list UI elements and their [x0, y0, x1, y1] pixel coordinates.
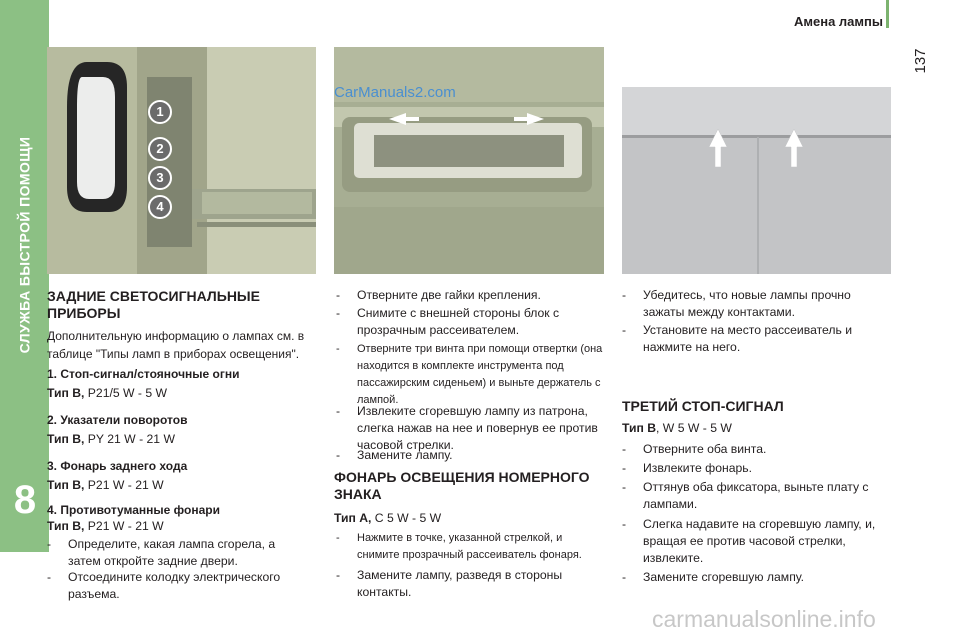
chapter-tab-label: СЛУЖБА БЫСТРОЙ ПОМОЩИ	[16, 136, 33, 354]
photo-third-brake-light	[622, 47, 891, 274]
page-number: 137	[912, 48, 929, 74]
section-title-third-brake-light: ТРЕТИЙ СТОП-СИГНАЛ	[622, 398, 784, 414]
chapter-tab	[0, 0, 49, 552]
running-header: Амена лампы	[794, 14, 883, 29]
callout-4: 4	[148, 195, 172, 219]
watermark-overlay: CarManuals2.com	[334, 84, 456, 101]
lamp-type-4: Тип B, P21 W - 21 W	[47, 519, 164, 533]
photo-rear-lights	[47, 47, 316, 274]
list-item: - Определите, какая лампа сгорела, а затем откройте задние двери.	[47, 537, 276, 568]
lamp-type-1: Тип B, P21/5 W - 5 W	[47, 386, 168, 400]
callout-3: 3	[148, 166, 172, 190]
section-title-rear-lights: ЗАДНИЕ СВЕТОСИГНАЛЬНЫЕ ПРИБОРЫ	[47, 288, 260, 321]
lamp-heading-1: 1. Стоп-сигнал/стояночные огни	[47, 367, 240, 381]
header-accent-bar	[886, 0, 889, 28]
footer-watermark: carmanualsonline.info	[652, 606, 876, 632]
lamp-heading-3: 3. Фонарь заднего хода	[47, 459, 188, 473]
lamp-type-2: Тип B, PY 21 W - 21 W	[47, 432, 175, 446]
list-item: - Отсоедините колодку электрического разъема.	[47, 570, 281, 601]
lamp-type-3: Тип B, P21 W - 21 W	[47, 478, 164, 492]
photo-plate-light	[334, 47, 604, 274]
section-title-plate-light: ФОНАРЬ ОСВЕЩЕНИЯ НОМЕРНОГО ЗНАКА	[334, 469, 590, 502]
lamp-heading-4: 4. Противотуманные фонари	[47, 503, 220, 517]
chapter-number: 8	[13, 478, 37, 522]
rear-lights-illustration	[47, 47, 316, 274]
callout-2: 2	[148, 137, 172, 161]
callout-1: 1	[148, 100, 172, 124]
plate-light-type: Тип A, C 5 W - 5 W	[334, 511, 442, 525]
third-brake-light-type: Тип B, W 5 W - 5 W	[622, 421, 732, 435]
lamp-heading-2: 2. Указатели поворотов	[47, 413, 188, 427]
plate-light-illustration	[334, 47, 604, 274]
third-brake-light-illustration	[622, 47, 891, 274]
intro-text: Дополнительную информацию о лампах см. в таблице "Типы ламп в приборах освещения".	[47, 329, 305, 361]
